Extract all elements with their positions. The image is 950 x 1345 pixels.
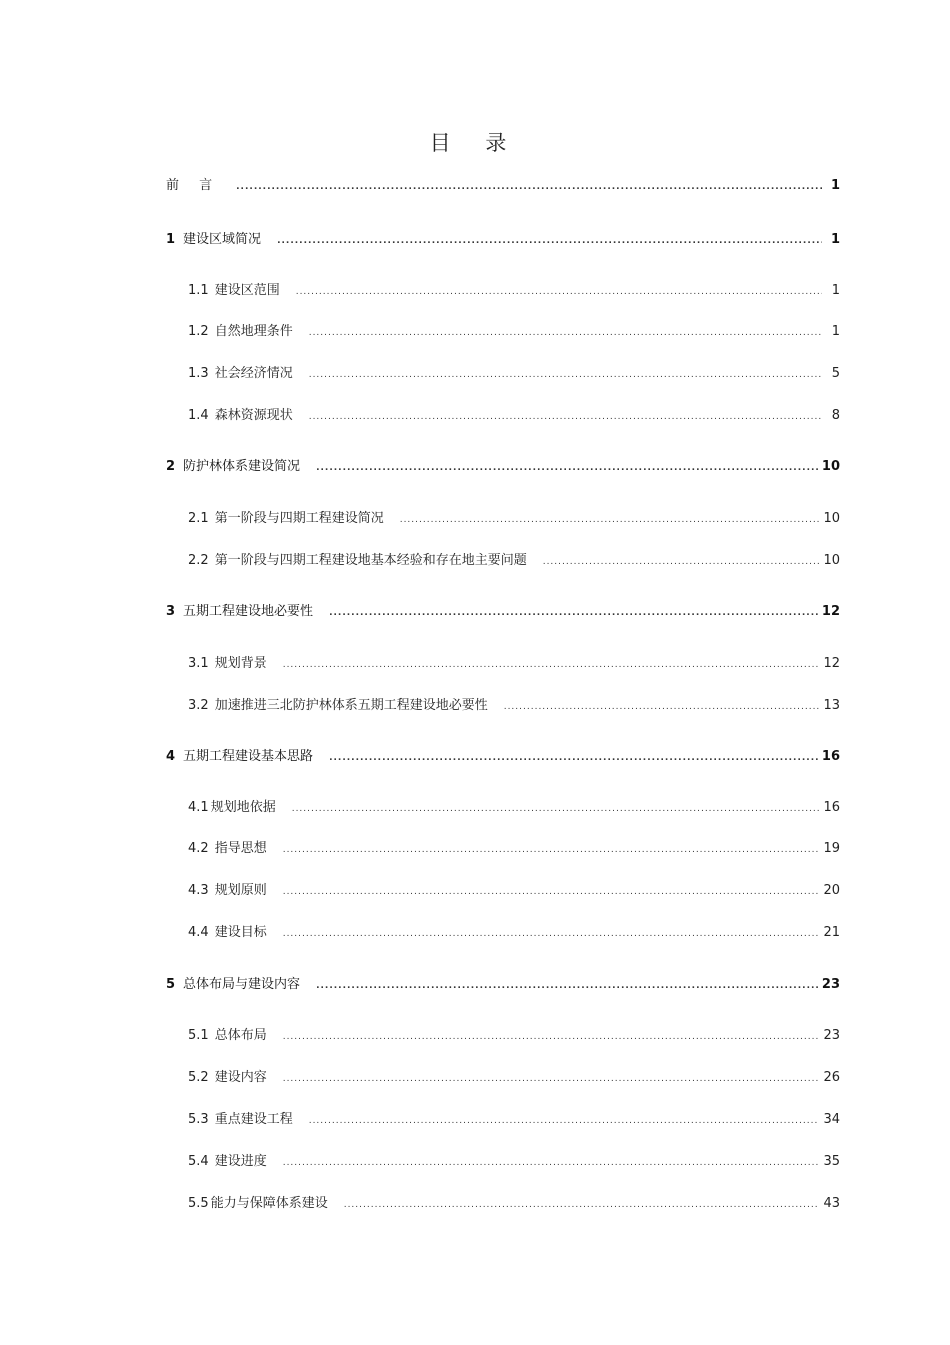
toc-entry-page: 16	[821, 749, 840, 764]
toc-entry-label: 建设内容	[214, 1070, 267, 1085]
toc-leader	[309, 412, 822, 422]
toc-entry-label: 建设区域简况	[183, 232, 262, 247]
toc-entry-label: 重点建设工程	[214, 1112, 293, 1127]
toc-entry-label: 规划背景	[214, 656, 267, 671]
toc-entry-number: 1.1	[188, 283, 209, 298]
toc-leader	[329, 753, 818, 763]
toc-leader	[309, 370, 822, 380]
toc-entry-4[interactable]	[166, 745, 840, 764]
toc-entry-number: 4.4	[188, 925, 209, 940]
toc-entry-label: 总体布局	[214, 1028, 267, 1043]
toc-entry-page: 20	[823, 883, 840, 898]
toc-entry-page: 8	[831, 408, 840, 423]
toc-entry-5[interactable]	[166, 973, 840, 992]
toc-entry-4-3[interactable]	[188, 879, 840, 898]
toc-entry-2-1[interactable]	[188, 507, 840, 526]
toc-leader	[236, 182, 822, 192]
toc-entry-5-2[interactable]	[188, 1066, 840, 1085]
toc-entry-page: 10	[821, 459, 840, 474]
toc-leader	[292, 804, 820, 814]
toc-entry-2-2[interactable]	[188, 549, 840, 568]
toc-entry-5-1[interactable]	[188, 1024, 840, 1043]
toc-entry-label: 五期工程建设基本思路	[183, 749, 314, 764]
toc-entry-page: 10	[823, 511, 840, 526]
toc-leader	[283, 887, 820, 897]
toc-entry-number: 2.2	[188, 553, 209, 568]
toc-leader	[329, 608, 818, 618]
toc-entry-number: 1.2	[188, 324, 209, 339]
toc-leader	[283, 929, 820, 939]
toc-entry-number: 4	[166, 749, 176, 764]
toc-leader	[316, 981, 818, 991]
toc-leader	[283, 1032, 820, 1042]
toc-entry-label: 森林资源现状	[214, 408, 293, 423]
toc-entry-label: 第一阶段与四期工程建设地基本经验和存在地主要问题	[214, 553, 527, 568]
toc-entry-page: 34	[823, 1112, 840, 1127]
toc-entry-4-2[interactable]	[188, 837, 840, 856]
toc-entry-1-4[interactable]	[188, 404, 840, 423]
toc-title: 目 录	[429, 131, 521, 155]
toc-entry-page: 35	[823, 1154, 840, 1169]
toc-entry-label: 前 言	[166, 178, 221, 193]
toc-entry-label: 建设区范围	[214, 283, 280, 298]
toc-leader	[283, 845, 820, 855]
toc-entry-page: 10	[823, 553, 840, 568]
toc-entry-1-3[interactable]	[188, 362, 840, 381]
toc-entry-label: 防护林体系建设简况	[183, 459, 301, 474]
toc-entry-page: 23	[821, 977, 840, 992]
toc-entry-number: 5.3	[188, 1112, 209, 1127]
toc-leader	[344, 1200, 820, 1210]
toc-entry-number: 3	[166, 604, 176, 619]
toc-entry-label: 规划原则	[214, 883, 267, 898]
toc-entry-3-1[interactable]	[188, 652, 840, 671]
toc-leader	[504, 702, 820, 712]
toc-leader	[296, 287, 822, 297]
toc-entry-number: 5.1	[188, 1028, 209, 1043]
toc-leader	[283, 1158, 820, 1168]
toc-entry-label: 五期工程建设地必要性	[183, 604, 314, 619]
toc-entry-number: 3.2	[188, 698, 209, 713]
toc-entry-preface[interactable]	[166, 174, 840, 193]
toc-entry-label: 指导思想	[214, 841, 267, 856]
toc-entry-label: 总体布局与建设内容	[183, 977, 301, 992]
toc-entry-page: 19	[823, 841, 840, 856]
toc-leader	[277, 236, 822, 246]
toc-entry-3[interactable]	[166, 600, 840, 619]
toc-entry-5-5[interactable]	[188, 1192, 840, 1211]
toc-entry-1-1[interactable]	[188, 279, 840, 298]
toc-leader	[283, 1074, 820, 1084]
toc-entry-page: 13	[823, 698, 840, 713]
toc-entry-number: 2.1	[188, 511, 209, 526]
toc-entry-2[interactable]	[166, 455, 840, 474]
toc-entry-page: 1	[831, 283, 840, 298]
toc-entry-label: 能力与保障体系建设	[210, 1196, 328, 1211]
toc-entry-page: 1	[831, 324, 840, 339]
toc-entry-number: 1.3	[188, 366, 209, 381]
toc-entry-number: 5.2	[188, 1070, 209, 1085]
toc-entry-label: 规划地依据	[210, 800, 276, 815]
toc-entry-page: 43	[823, 1196, 840, 1211]
toc-entry-number: 1	[166, 232, 176, 247]
toc-entry-number: 3.1	[188, 656, 209, 671]
toc-entry-page: 12	[821, 604, 840, 619]
toc-entry-number: 1.4	[188, 408, 209, 423]
toc-entry-label: 社会经济情况	[214, 366, 293, 381]
toc-entry-label: 建设进度	[214, 1154, 267, 1169]
toc-entry-5-3[interactable]	[188, 1108, 840, 1127]
toc-entry-number: 4.3	[188, 883, 209, 898]
toc-entry-5-4[interactable]	[188, 1150, 840, 1169]
toc-entry-page: 5	[831, 366, 840, 381]
toc-entry-page: 23	[823, 1028, 840, 1043]
toc-entry-page: 1	[830, 232, 840, 247]
toc-entry-label: 加速推进三北防护林体系五期工程建设地必要性	[214, 698, 488, 713]
toc-entry-number: 5	[166, 977, 176, 992]
toc-entry-4-1[interactable]	[188, 796, 840, 815]
toc-entry-1[interactable]	[166, 228, 840, 247]
toc-entry-page: 21	[823, 925, 840, 940]
toc-entry-4-4[interactable]	[188, 921, 840, 940]
toc-entry-number: 2	[166, 459, 176, 474]
toc-leader	[543, 557, 820, 567]
toc-entry-number: 5.4	[188, 1154, 209, 1169]
toc-entry-number: 5.5	[188, 1196, 209, 1211]
toc-leader	[309, 328, 822, 338]
toc-entry-label: 第一阶段与四期工程建设简况	[214, 511, 384, 526]
toc-entry-page: 1	[830, 178, 840, 193]
toc-entry-3-2[interactable]	[188, 694, 840, 713]
toc-entry-number: 4.1	[188, 800, 209, 815]
toc-entry-page: 16	[823, 800, 840, 815]
toc-leader	[400, 515, 820, 525]
toc-entry-label: 自然地理条件	[214, 324, 293, 339]
toc-leader	[316, 463, 818, 473]
toc-leader	[283, 660, 820, 670]
toc-entry-page: 12	[823, 656, 840, 671]
toc-entry-label: 建设目标	[214, 925, 267, 940]
toc-leader	[309, 1116, 820, 1126]
toc-entry-number: 4.2	[188, 841, 209, 856]
toc-entry-1-2[interactable]	[188, 320, 840, 339]
toc-entry-page: 26	[823, 1070, 840, 1085]
